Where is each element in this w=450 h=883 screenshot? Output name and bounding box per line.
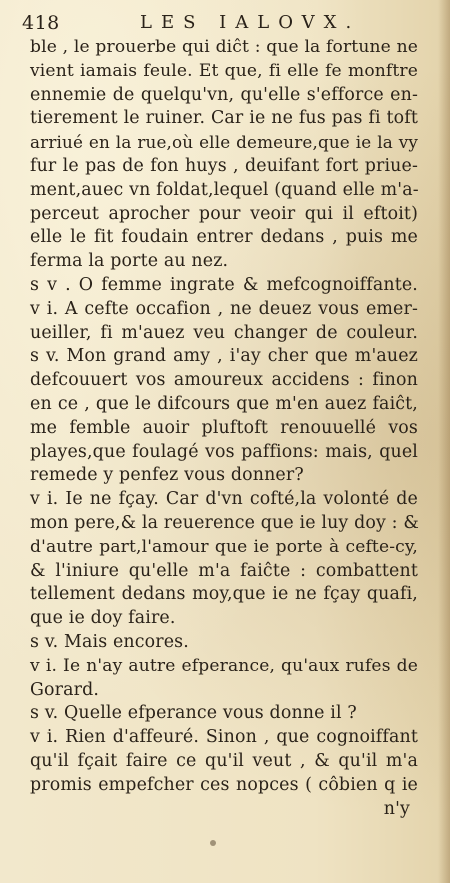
ink-speck — [210, 840, 216, 846]
body-text — [30, 36, 418, 821]
text-line: qu'il fçait faire ce qu'il veut , & qu'il m'a — [30, 750, 418, 771]
text-line: promis empefcher ces nopces ( côbien q ie — [30, 774, 418, 795]
catchword: n'y — [383, 798, 410, 819]
text-line: mon pere,& la reuerence que ie luy doy : & — [30, 512, 419, 533]
page-edge-shadow — [438, 0, 450, 883]
text-line: s v. Quelle efperance vous donne il ? — [30, 703, 357, 724]
text-line: en ce , que le difcours que m'en auez faiĉt, — [30, 393, 418, 414]
text-line: s v. Mon grand amy , i'ay cher que m'auez — [30, 346, 418, 367]
text-line: ment,auec vn foldat,lequel (quand elle m'a- — [30, 179, 419, 200]
text-line: tierement le ruiner. Car ie ne fus pas fi toft — [30, 108, 418, 129]
text-line: d'autre part,l'amour que ie porte à cefte-cy, — [30, 536, 418, 557]
text-line: & l'iniure qu'elle m'a faiĉte : combattent — [30, 560, 418, 581]
text-line: v i. A cefte occafion , ne deuez vous emer- — [30, 298, 418, 319]
text-line: remede y penfez vous donner? — [30, 465, 304, 486]
text-line: Gorard. — [30, 679, 100, 700]
text-line: playes,que foulagé vos paffions: mais, quel — [30, 441, 418, 462]
text-line: v i. Ie n'ay autre efperance, qu'aux rufes de — [30, 655, 418, 676]
text-line: fur le pas de fon huys , deuifant fort priue- — [30, 155, 418, 176]
text-line: que ie doy faire. — [30, 608, 176, 629]
text-line: ferma la porte au nez. — [30, 251, 229, 272]
text-line: v i. Rien d'affeuré. Sinon , que cognoiffant — [30, 727, 418, 748]
text-line: vient iamais feule. Et que, fi elle fe monftre — [30, 60, 418, 81]
text-line: ueiller, fi m'auez veu changer de couleur. — [30, 322, 418, 343]
text-line: ble , le prouerbe qui diĉt : que la fortune ne — [30, 37, 418, 57]
running-title: LES IALOVX. — [140, 12, 361, 33]
text-line: s v . O femme ingrate & mefcognoiffante. — [30, 274, 418, 295]
page-header — [22, 12, 422, 38]
text-line: me femble auoir pluftoft renouuellé vos — [30, 417, 418, 438]
text-line: defcouuert vos amoureux accidens : finon — [30, 370, 418, 391]
text-line: tellement dedans moy,que ie ne fçay quafi, — [30, 584, 418, 605]
text-line: arriué en la rue,où elle demeure,que ie la vy — [30, 132, 418, 153]
text-line: ennemie de quelqu'vn, qu'elle s'efforce en- — [30, 84, 418, 105]
text-line: elle le fit foudain entrer dedans , puis me — [30, 227, 418, 248]
text-line: s v. Mais encores. — [30, 631, 189, 652]
text-line: v i. Ie ne fçay. Car d'vn cofté,la volonté de — [30, 489, 418, 510]
text-line: perceut aprocher pour veoir qui il eftoit) — [30, 203, 418, 224]
page-number: 418 — [22, 12, 60, 34]
